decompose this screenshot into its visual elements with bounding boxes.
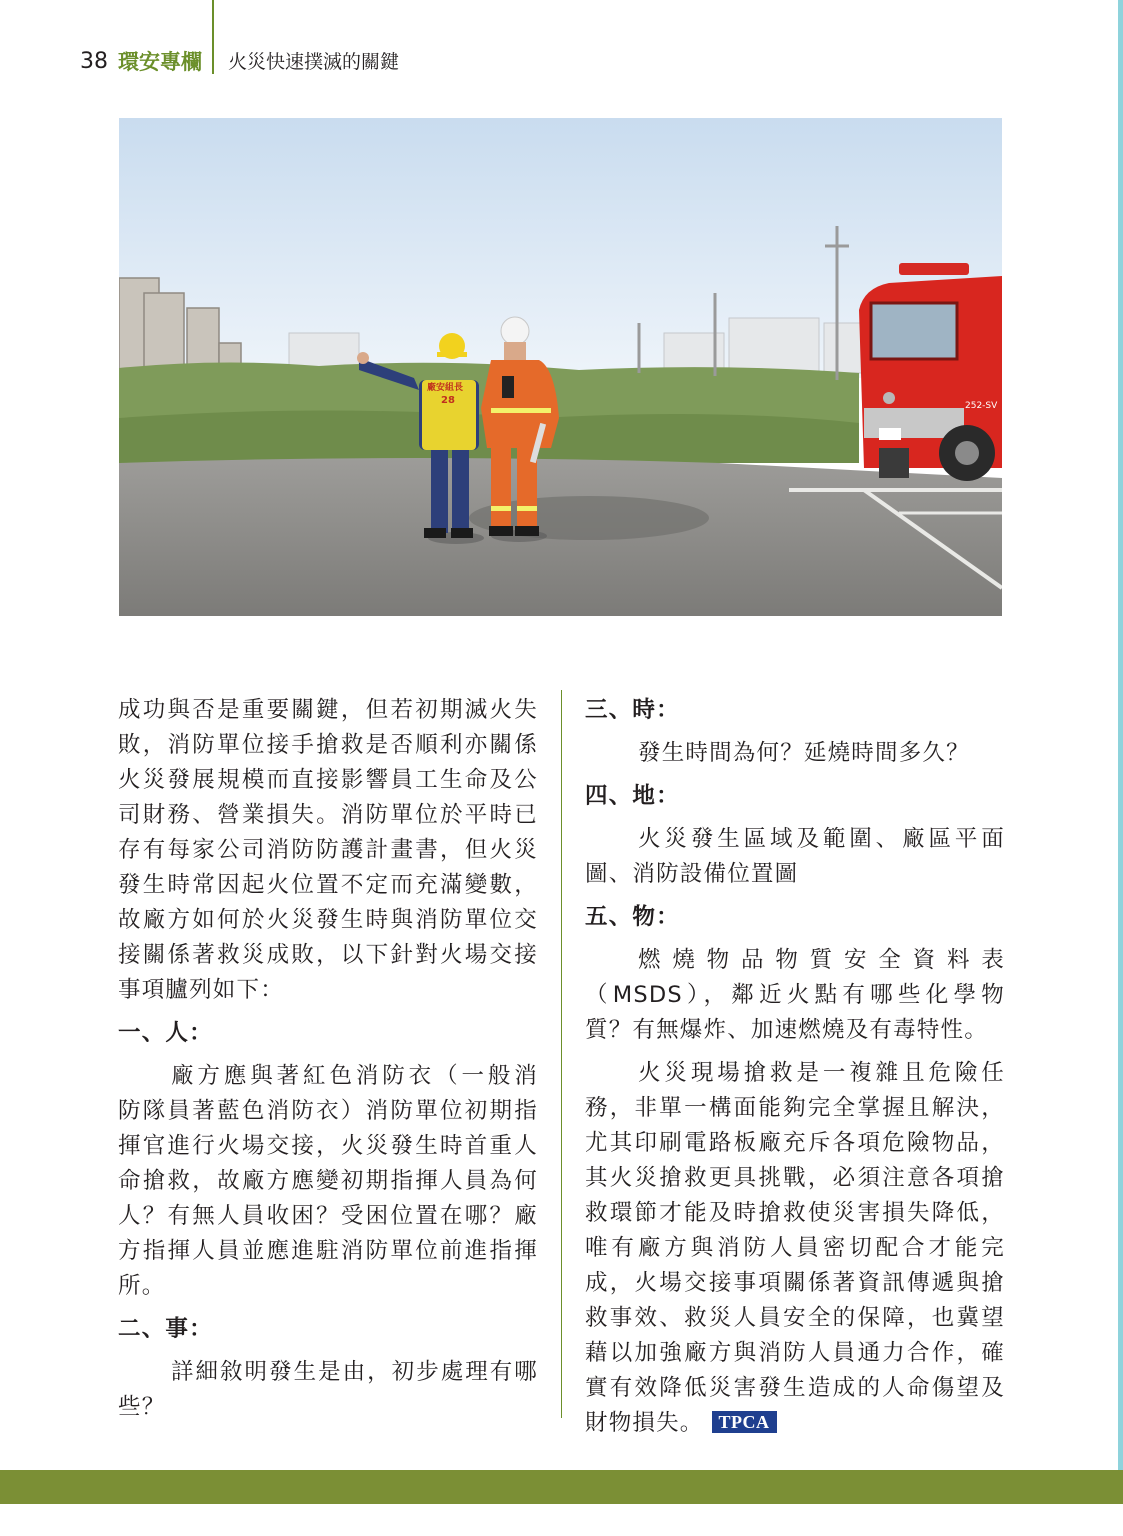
article-title: 火災快速撲滅的關鍵: [228, 51, 400, 73]
conclusion-line: 尤其印刷電路板廠充斥各項危險物品，: [585, 1130, 1005, 1156]
intro-line: 敗，消防單位接手搶救是否順利亦關係: [118, 732, 538, 758]
place-line: 火災發生區域及範圍、廠區平面: [638, 826, 1005, 852]
header-divider: [212, 0, 214, 74]
intro-line: 成功與否是重要關鍵，但若初期滅火失: [118, 697, 538, 723]
place-line: 圖、消防設備位置圖: [585, 861, 799, 887]
intro-line: 接關係著救災成敗，以下針對火場交接: [118, 942, 538, 968]
conclusion-line: 火災現場搶救是一複雜且危險任: [638, 1060, 1005, 1086]
heading-material: 五、物：: [585, 904, 680, 930]
heading-people: 一、人：: [118, 1020, 213, 1046]
intro-line: 存有每家公司消防防護計畫書，但火災: [118, 837, 538, 863]
matter-line: 些？: [118, 1394, 166, 1420]
people-line: 防隊員著藍色消防衣）消防單位初期指: [118, 1098, 538, 1124]
vest-text: 廠安組長: [427, 383, 464, 393]
column-divider: [561, 690, 562, 1418]
conclusion-line: 其火災搶救更具挑戰，必須注意各項搶: [585, 1165, 1005, 1191]
fire-scene-photo: [119, 118, 1002, 616]
footer-bar: [0, 1470, 1123, 1504]
people-line: 方指揮人員並應進駐消防單位前進指揮: [118, 1238, 538, 1264]
heading-place: 四、地：: [585, 783, 680, 809]
material-line: 燃燒物品物質安全資料表: [638, 947, 1005, 973]
conclusion-last-line: [585, 1406, 1005, 1441]
matter-line: 詳細敘明發生是由，初步處理有哪: [171, 1359, 538, 1385]
people-line: 所。: [118, 1273, 166, 1299]
right-edge-strip: [1118, 0, 1123, 1470]
intro-line: 火災發展規模而直接影響員工生命及公: [118, 767, 538, 793]
conclusion-line: 務，非單一構面能夠完全掌握且解決，: [585, 1095, 1005, 1121]
truck-plate: 252-SV: [965, 401, 998, 411]
conclusion-line: 唯有廠方與消防人員密切配合才能完: [585, 1235, 1005, 1261]
tpca-logo: TPCA: [712, 1411, 777, 1433]
material-line: （MSDS），鄰近火點有哪些化學物: [585, 982, 1005, 1008]
people-line: 揮官進行火場交接，火災發生時首重人: [118, 1133, 538, 1159]
conclusion-line: 藉以加強廠方與消防人員通力合作，確: [585, 1340, 1005, 1366]
people-line: 廠方應與著紅色消防衣（一般消: [171, 1063, 538, 1089]
intro-line: 故廠方如何於火災發生時與消防單位交: [118, 907, 538, 933]
conclusion-line: 實有效降低災害發生造成的人命傷望及: [585, 1375, 1005, 1401]
intro-line: 事項臚列如下：: [118, 977, 284, 1003]
vest-number: 28: [441, 395, 455, 406]
heading-time: 三、時：: [585, 697, 680, 723]
conclusion-line: 成，火場交接事項關係著資訊傳遞與搶: [585, 1270, 1005, 1296]
conclusion-line: 救事效、救災人員安全的保障，也冀望: [585, 1305, 1005, 1331]
page-header: [80, 44, 202, 78]
right-column: [585, 693, 1005, 1441]
fire-truck: [859, 263, 1002, 481]
left-column: [118, 693, 538, 1425]
page-number: 38: [80, 48, 108, 74]
conclusion-last-text: 財物損失。: [585, 1410, 704, 1436]
section-label: 環安專欄: [118, 50, 202, 74]
people-line: 人？有無人員收困？受困位置在哪？廠: [118, 1203, 538, 1229]
heading-matter: 二、事：: [118, 1316, 213, 1342]
material-line: 質？有無爆炸、加速燃燒及有毒特性。: [585, 1017, 988, 1043]
conclusion-line: 救環節才能及時搶救使災害損失降低，: [585, 1200, 1005, 1226]
intro-line: 司財務、營業損失。消防單位於平時已: [118, 802, 538, 828]
intro-line: 發生時常因起火位置不定而充滿變數，: [118, 872, 538, 898]
time-line: 發生時間為何？延燒時間多久？: [638, 740, 970, 766]
people-line: 命搶救，故廠方應變初期指揮人員為何: [118, 1168, 538, 1194]
